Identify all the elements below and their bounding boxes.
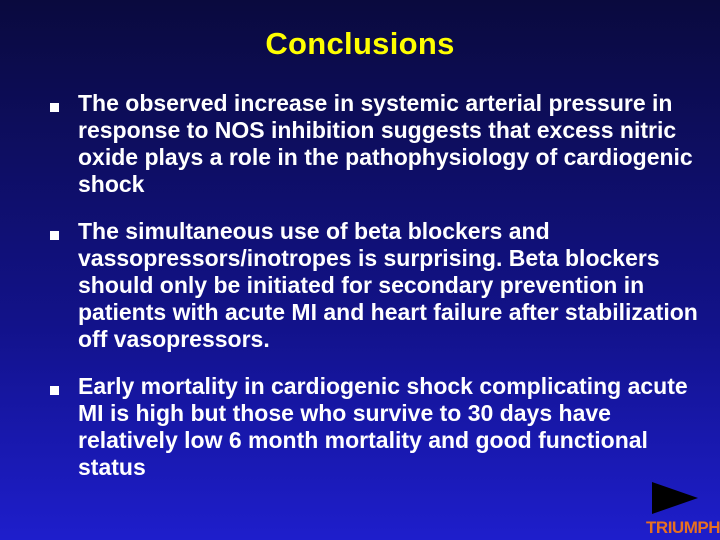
bullet-list xyxy=(50,90,700,481)
bullet-text-3: Early mortality in cardiogenic shock complicating acute MI is high but those who survive to 30 days have relatively low 6 month mortality and good functional status xyxy=(78,373,688,480)
bullet-item-1 xyxy=(50,90,700,198)
square-bullet-icon xyxy=(50,103,59,112)
square-bullet-icon xyxy=(50,386,59,395)
bullet-item-3 xyxy=(50,373,700,481)
bullet-text-2: The simultaneous use of beta blockers and vassopressors/inotropes is surprising. Beta blockers should only be initiated for secondary prevention in patients with acute MI and heart failure after stabilization off vasopressors. xyxy=(78,218,698,352)
slide-title: Conclusions xyxy=(265,26,455,61)
arrow-icon xyxy=(652,482,698,514)
bullet-item-2 xyxy=(50,218,700,353)
triumph-logo xyxy=(630,476,720,540)
logo-text: TRIUMPH xyxy=(646,518,720,537)
bullet-text-1: The observed increase in systemic arterial pressure in response to NOS inhibition suggests that excess nitric oxide plays a role in the pathophysiology of cardiogenic shock xyxy=(78,90,693,197)
square-bullet-icon xyxy=(50,231,59,240)
